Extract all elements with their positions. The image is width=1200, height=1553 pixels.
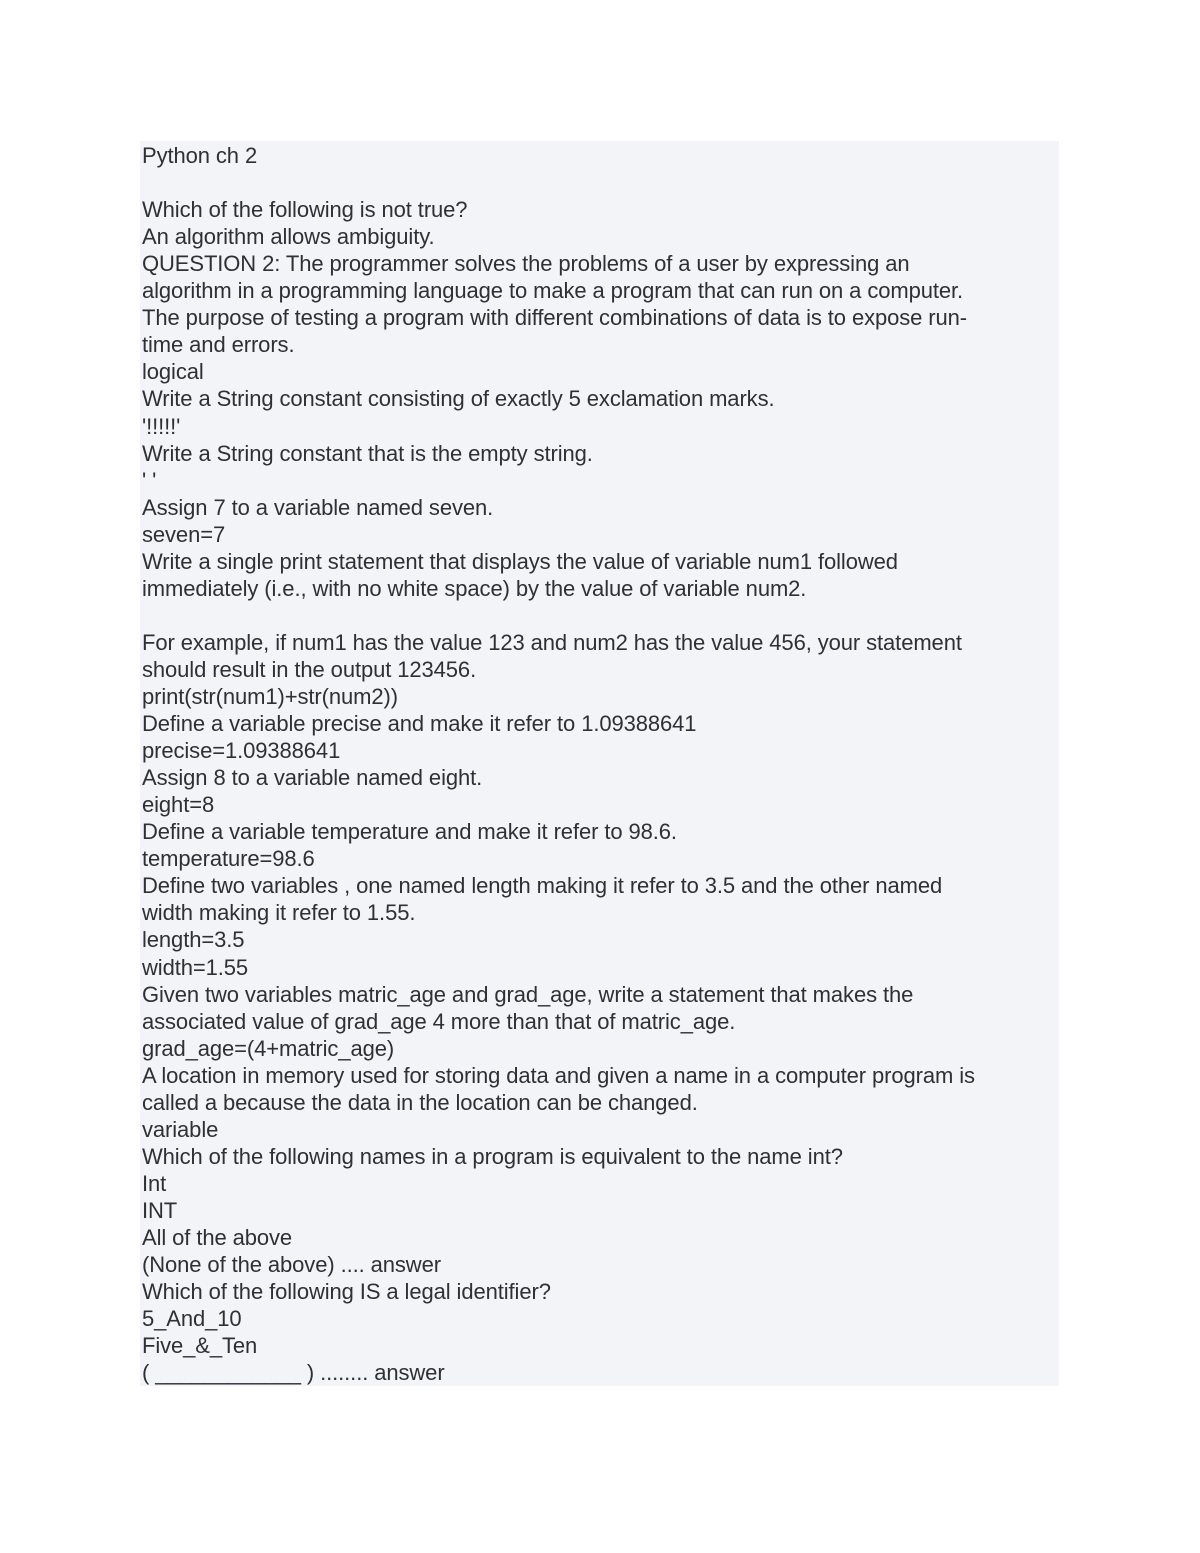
text-line: Which of the following names in a program is equivalent to the name int? bbox=[142, 1143, 843, 1169]
text-line: eight=8 bbox=[142, 792, 215, 818]
text-line: An algorithm allows ambiguity. bbox=[142, 224, 435, 250]
text-line: A location in memory used for storing data and given a name in a computer program is bbox=[142, 1062, 975, 1088]
text-line: Five_&_Ten bbox=[142, 1333, 258, 1359]
text-line: Given two variables matric_age and grad_age, write a statement that makes the bbox=[142, 981, 914, 1007]
text-line: QUESTION 2: The programmer solves the problems of a user by expressing an bbox=[142, 251, 910, 277]
text-line: associated value of grad_age 4 more than that of matric_age. bbox=[142, 1008, 736, 1034]
text-line: Write a String constant that is the empty string. bbox=[142, 440, 593, 466]
text-line: seven=7 bbox=[142, 521, 226, 547]
text-line: Define a variable temperature and make it refer to 98.6. bbox=[142, 819, 677, 845]
text-line: should result in the output 123456. bbox=[142, 656, 477, 682]
text-line: variable bbox=[142, 1116, 219, 1142]
text-line: width making it refer to 1.55. bbox=[142, 900, 416, 926]
text-line: Which of the following is not true? bbox=[142, 197, 468, 223]
text-line: time and errors. bbox=[142, 332, 295, 358]
text-line: Assign 8 to a variable named eight. bbox=[142, 765, 483, 791]
text-line: INT bbox=[142, 1197, 178, 1223]
text-line: immediately (i.e., with no white space) by the value of variable num2. bbox=[142, 575, 807, 601]
document-text-block bbox=[140, 141, 1059, 1386]
text-line: The purpose of testing a program with different combinations of data is to expose run- bbox=[142, 305, 968, 331]
text-line: 5_And_10 bbox=[142, 1306, 242, 1332]
text-line: ' ' bbox=[142, 467, 157, 493]
text-line: called a because the data in the location can be changed. bbox=[142, 1089, 698, 1115]
text-line: precise=1.09388641 bbox=[142, 738, 341, 764]
text-line: '!!!!!' bbox=[142, 413, 181, 439]
text-line: width=1.55 bbox=[142, 954, 249, 980]
text-line: algorithm in a programming language to make a program that can run on a computer. bbox=[142, 278, 964, 304]
text-line: Write a String constant consisting of exactly 5 exclamation marks. bbox=[142, 386, 775, 412]
text-line: Assign 7 to a variable named seven. bbox=[142, 494, 494, 520]
text-line: Write a single print statement that displays the value of variable num1 followed bbox=[142, 548, 898, 574]
text-line: (None of the above) .... answer bbox=[142, 1252, 441, 1278]
text-line: Define two variables , one named length making it refer to 3.5 and the other named bbox=[142, 873, 943, 899]
document-title: Python ch 2 bbox=[142, 143, 258, 168]
text-line: Which of the following IS a legal identifier? bbox=[142, 1279, 551, 1305]
text-line: logical bbox=[142, 359, 204, 385]
text-line: ( ____________ ) ........ answer bbox=[142, 1360, 445, 1386]
text-line: Define a variable precise and make it refer to 1.09388641 bbox=[142, 711, 697, 737]
text-line: grad_age=(4+matric_age) bbox=[142, 1035, 395, 1061]
text-line: For example, if num1 has the value 123 and num2 has the value 456, your statement bbox=[142, 629, 962, 655]
text-line: temperature=98.6 bbox=[142, 846, 315, 872]
text-line: print(str(num1)+str(num2)) bbox=[142, 684, 398, 709]
text-line: All of the above bbox=[142, 1225, 293, 1250]
text-line: length=3.5 bbox=[142, 927, 245, 953]
text-line: Int bbox=[142, 1170, 167, 1196]
